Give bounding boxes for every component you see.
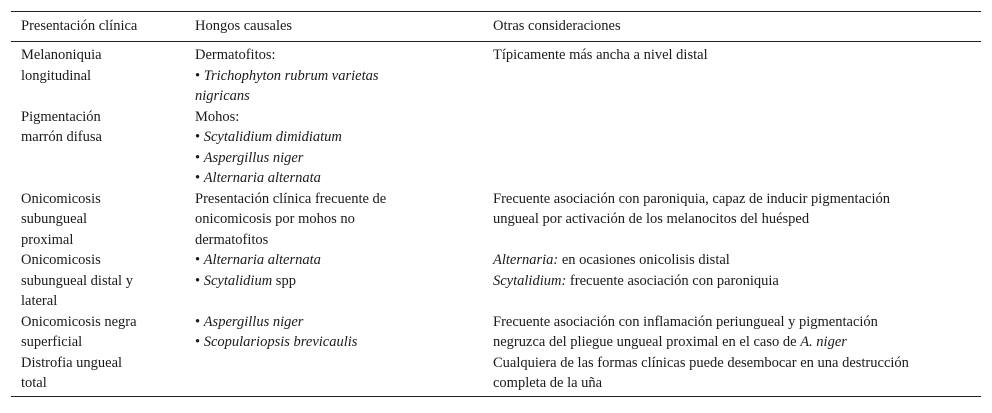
table-header: [11, 11, 981, 42]
bullet: •: [195, 313, 201, 330]
cell-consideraciones: [483, 107, 981, 189]
cell-presentacion: Melanoniquia longitudinal: [21, 47, 102, 84]
cell-hongos: • Alternaria alternata • Scytalidium spp: [195, 252, 321, 289]
table-row: [11, 189, 981, 251]
table-row: [11, 312, 981, 353]
cell-presentacion: Pigmentación marrón difusa: [21, 108, 102, 145]
cell-consideraciones: Frecuente asociación con inflamación periungueal y pigmentación negruzca del pliegue ungueal proximal en el caso de A. niger: [493, 313, 878, 350]
clinical-table: [11, 11, 981, 397]
bullet: •: [195, 334, 201, 350]
cell-hongos: [185, 353, 483, 394]
bullet: •: [195, 67, 201, 84]
cell-presentacion: Onicomicosis subungueal distal y lateral: [21, 252, 133, 309]
cell-consideraciones: Cualquiera de las formas clínicas puede desembocar en una destrucción completa de la uña: [493, 354, 909, 391]
cell-hongos: Dermatofitos: • Trichophyton rubrum varietas nigricans: [195, 47, 379, 104]
bullet: •: [195, 272, 201, 289]
table-row: [11, 250, 981, 312]
table-row: [11, 107, 981, 189]
cell-hongos: Mohos: • Scytalidium dimidiatum • Aspergillus niger • Alternaria alternata: [195, 108, 342, 186]
bullet: •: [195, 129, 201, 145]
header-consideraciones: Otras consideraciones: [493, 18, 621, 35]
cell-consideraciones: Alternaria: en ocasiones onicolisis distal Scytalidium: frecuente asociación con paroniquia: [493, 252, 779, 289]
cell-hongos: Presentación clínica frecuente de onicomicosis por mohos no dermatofitos: [195, 190, 387, 248]
cell-hongos: • Aspergillus niger • Scopulariopsis brevicaulis: [195, 313, 358, 350]
bullet: •: [195, 149, 201, 166]
cell-presentacion: Distrofia ungueal total: [21, 354, 123, 391]
bullet: •: [195, 170, 201, 186]
cell-presentacion: Onicomicosis negra superficial: [21, 313, 137, 350]
bullet: •: [195, 252, 201, 268]
table-row: [11, 45, 981, 107]
cell-consideraciones: Típicamente más ancha a nivel distal: [493, 47, 708, 63]
header-presentacion: Presentación clínica: [21, 18, 138, 35]
cell-consideraciones: Frecuente asociación con paroniquia, capaz de inducir pigmentación ungueal por activación de los melanocitos del huésped: [493, 190, 890, 227]
table-row: [11, 353, 981, 394]
table-body: [11, 42, 981, 397]
header-hongos: Hongos causales: [195, 18, 293, 35]
cell-presentacion: Onicomicosis subungueal proximal: [21, 190, 101, 248]
